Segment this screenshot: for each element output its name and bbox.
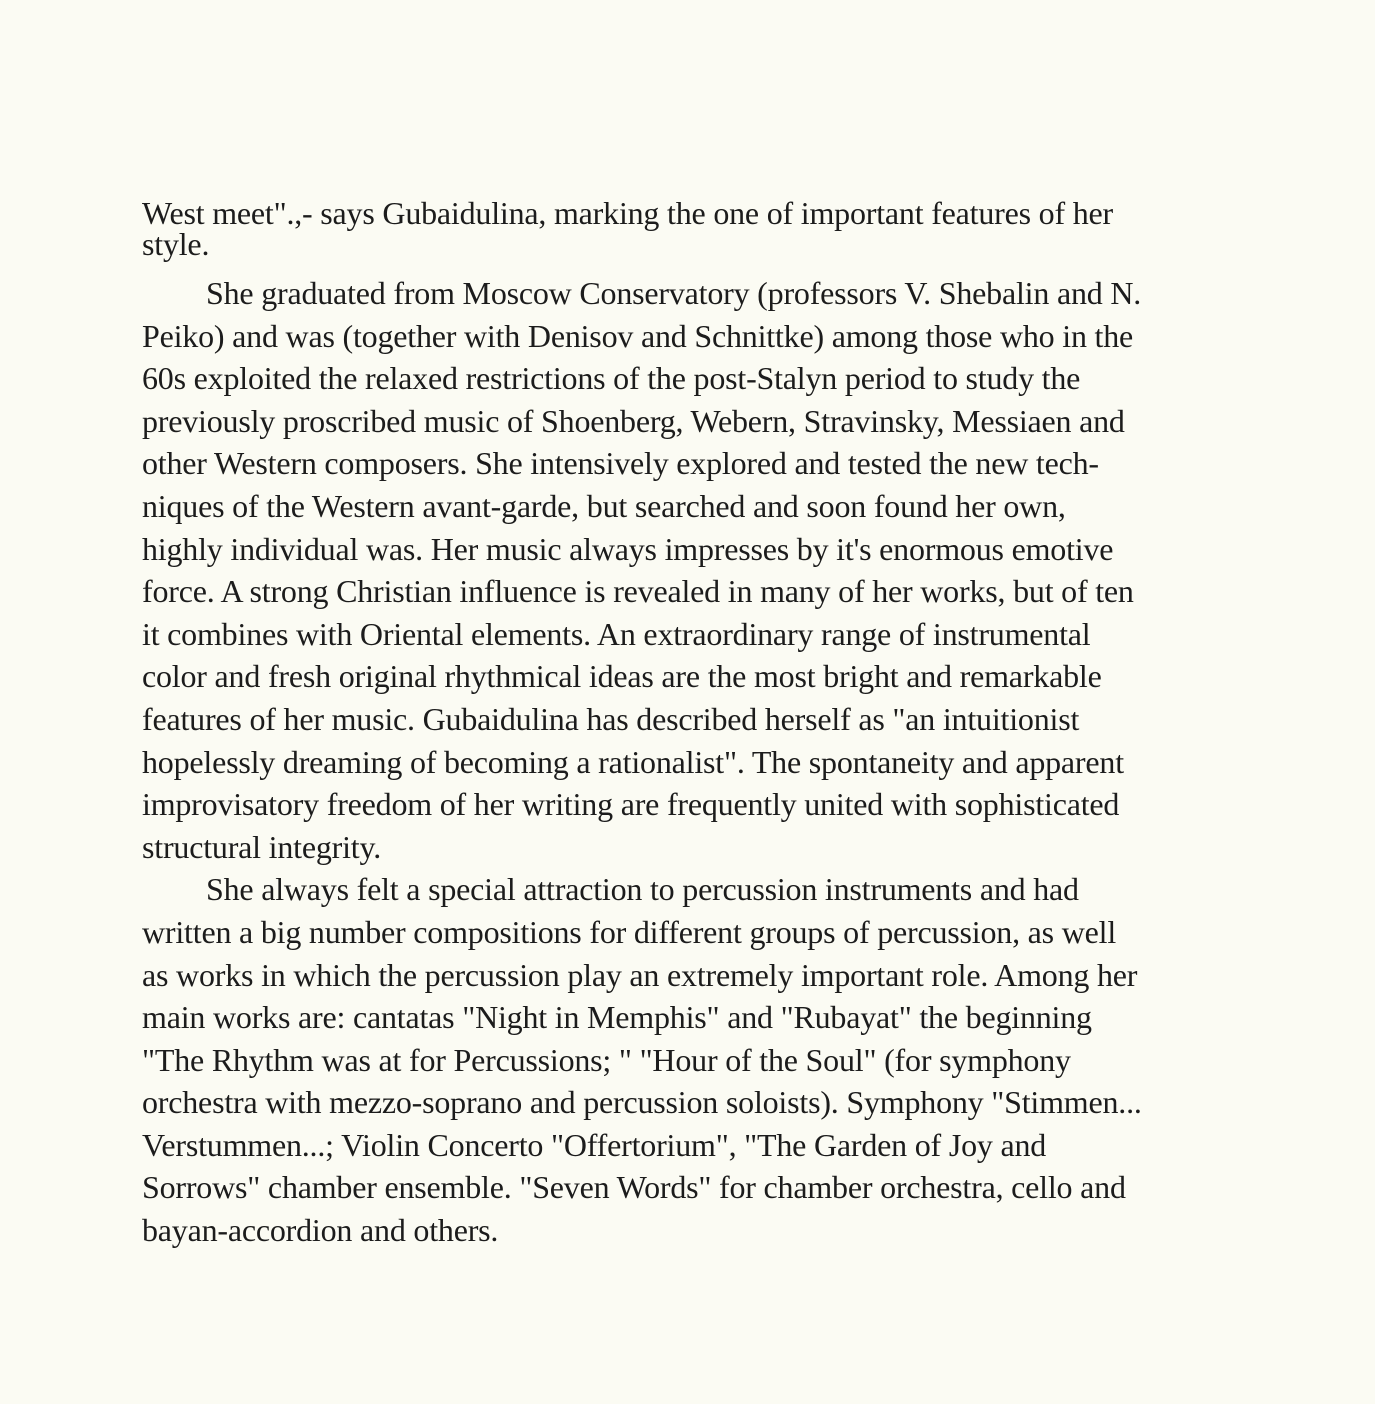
text-line: previously proscribed music of Shoenberg, Webern, Stravinsky, Messiaen and [142, 402, 1125, 439]
text-line: "The Rhythm was at for Percussions; " "Hour of the Soul" (for symphony [142, 1041, 1071, 1078]
text-line: it combines with Oriental elements. An extraordinary range of instrumental [142, 615, 1091, 652]
text-line: orchestra with mezzo-soprano and percussion soloists). Symphony "Stimmen... [142, 1084, 1142, 1121]
text-line: color and fresh original rhythmical ideas are the most bright and remarkable [142, 658, 1102, 695]
text-line: features of her music. Gubaidulina has described herself as "an intuitionist [142, 700, 1080, 737]
text-line: niques of the Western avant-garde, but searched and soon found her own, [142, 487, 1066, 524]
text-line: highly individual was. Her music always impresses by it's enormous emotive [142, 530, 1114, 567]
text-line: force. A strong Christian influence is revealed in many of her works, but of ten [142, 573, 1134, 610]
text-line: She always felt a special attraction to percussion instruments and had [206, 871, 1079, 908]
text-line: She graduated from Moscow Conservatory (professors V. Shebalin and N. [206, 275, 1142, 311]
text-line: main works are: cantatas "Night in Memphis" and "Rubayat" the beginning [142, 999, 1092, 1036]
text-line: bayan-accordion and others. [142, 1212, 499, 1249]
text-line: other Western composers. She intensively explored and tested the new tech- [142, 445, 1099, 482]
text-line: Peiko) and was (together with Denisov and Schnittke) among those who in the [142, 317, 1134, 354]
text-line: written a big number compositions for different groups of percussion, as well [142, 913, 1117, 950]
paragraph-intro-continuation [142, 195, 1277, 262]
text-line: Sorrows" chamber ensemble. "Seven Words" for chamber orchestra, cello and [142, 1169, 1126, 1206]
text-line: West meet".,- says Gubaidulina, marking the one of important features of her [142, 195, 1113, 231]
text-line: as works in which the percussion play an extremely important role. Among her [142, 956, 1138, 993]
paragraph-biography [142, 272, 1277, 868]
text-line: 60s exploited the relaxed restrictions of the post-Stalyn period to study the [142, 360, 1081, 397]
article-body [142, 195, 1277, 1252]
text-line: hopelessly dreaming of becoming a rationalist". The spontaneity and apparent [142, 743, 1124, 780]
text-line: structural integrity. [142, 828, 381, 865]
text-line: improvisatory freedom of her writing are frequently united with sophisticated [142, 786, 1120, 823]
paragraph-percussion-works [142, 868, 1277, 1251]
text-line: style. [142, 226, 210, 262]
text-line: Verstummen...; Violin Concerto "Offertorium", "The Garden of Joy and [142, 1126, 1047, 1163]
